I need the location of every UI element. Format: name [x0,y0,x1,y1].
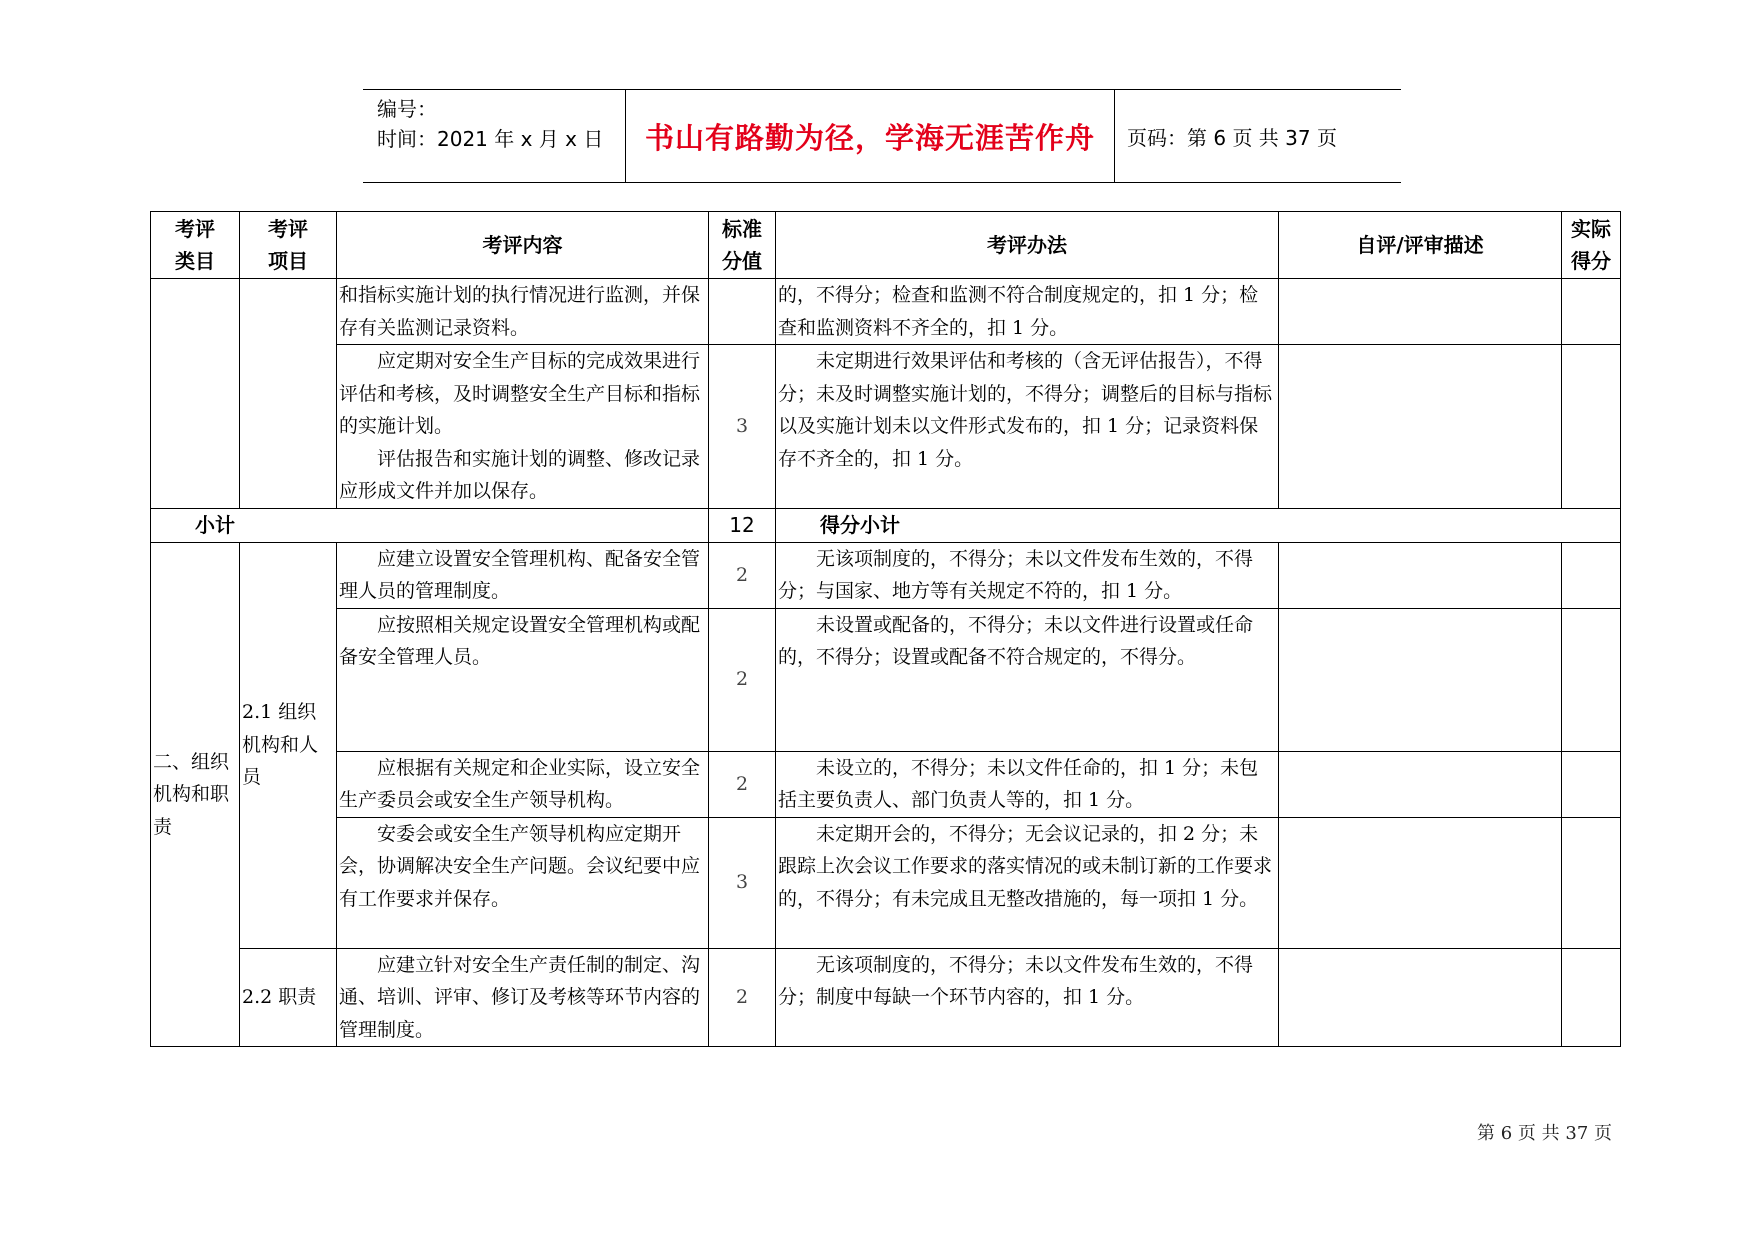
content-paragraph: 应定期对安全生产目标的完成效果进行评估和考核，及时调整安全生产目标和指标的实施计划。 [339,350,701,437]
score-cell [709,279,776,345]
score-cell: 2 [709,948,776,1047]
score-cell: 2 [709,608,776,751]
score-cell: 2 [709,751,776,817]
method-cell: 未设置或配备的，不得分；未以文件进行设置或任命的，不得分；设置或配备不符合规定的，不得分。 [776,608,1279,751]
self-review-cell [1279,751,1562,817]
document-date: 时间：2021 年 x 月 x 日 [377,127,604,151]
actual-score-cell [1562,279,1621,345]
score-cell: 3 [709,345,776,509]
self-review-cell [1279,279,1562,345]
col-header-category: 考评 类目 [151,212,240,279]
col-header-item: 考评 项目 [240,212,337,279]
subtotal-score: 12 [709,509,776,543]
item-cell: 2.2 职责 [240,948,337,1047]
self-review-cell [1279,608,1562,751]
self-review-cell [1279,817,1562,948]
subtotal-description: 得分小计 [776,509,1621,543]
content-cell: 安委会或安全生产领导机构应定期开会，协调解决安全生产问题。会议纪要中应有工作要求并保存。 [337,817,709,948]
content-cell: 应按照相关规定设置安全管理机构或配备安全管理人员。 [337,608,709,751]
evaluation-table [150,211,1621,1047]
content-cell [337,345,709,509]
content-paragraph: 评估报告和实施计划的调整、修改记录应形成文件并加以保存。 [339,447,701,502]
col-header-content: 考评内容 [337,212,709,279]
actual-score-cell [1562,948,1621,1047]
category-cell-continued [151,279,240,509]
col-header-self-review: 自评/评审描述 [1279,212,1562,279]
method-cell: 无该项制度的，不得分；未以文件发布生效的，不得分；与国家、地方等有关规定不符的，扣 1 分。 [776,542,1279,608]
method-cell: 未设立的，不得分；未以文件任命的，扣 1 分；未包括主要负责人、部门负责人等的，扣 1 分。 [776,751,1279,817]
category-cell: 二、组织机构和职责 [151,542,240,1047]
table-row [151,948,1621,1047]
item-cell-continued [240,279,337,509]
content-cell: 应建立针对安全生产责任制的制定、沟通、培训、评审、修订及考核等环节内容的管理制度。 [337,948,709,1047]
table-row [151,345,1621,509]
content-cell: 和指标实施计划的执行情况进行监测，并保存有关监测记录资料。 [337,279,709,345]
method-cell: 无该项制度的，不得分；未以文件发布生效的，不得分；制度中每缺一个环节内容的，扣 1 分。 [776,948,1279,1047]
actual-score-cell [1562,751,1621,817]
col-header-method: 考评办法 [776,212,1279,279]
table-row [151,542,1621,608]
self-review-cell [1279,345,1562,509]
table-row [151,608,1621,751]
actual-score-cell [1562,608,1621,751]
page-header [363,89,1401,183]
header-slogan: 书山有路勤为径，学海无涯苦作舟 [626,90,1115,182]
score-cell: 3 [709,817,776,948]
self-review-cell [1279,542,1562,608]
table-row [151,817,1621,948]
method-cell: 未定期开会的，不得分；无会议记录的，扣 2 分；未跟踪上次会议工作要求的落实情况的或未制订新的工作要求的，不得分；有未完成且无整改措施的，每一项扣 1 分。 [776,817,1279,948]
table-header-row [151,212,1621,279]
col-header-score: 标准 分值 [709,212,776,279]
document-number-label: 编号： [377,97,437,121]
actual-score-cell [1562,345,1621,509]
content-cell: 应建立设置安全管理机构、配备安全管理人员的管理制度。 [337,542,709,608]
self-review-cell [1279,948,1562,1047]
method-cell: 未定期进行效果评估和考核的（含无评估报告），不得分；未及时调整实施计划的，不得分；调整后的目标与指标以及实施计划未以文件形式发布的，扣 1 分；记录资料保存不齐全的，扣 1 分。 [776,345,1279,509]
content-cell: 应根据有关规定和企业实际，设立安全生产委员会或安全生产领导机构。 [337,751,709,817]
item-cell: 2.1 组织机构和人员 [240,542,337,948]
header-page-code: 页码：第 6 页 共 37 页 [1127,125,1337,150]
actual-score-cell [1562,817,1621,948]
subtotal-row [151,509,1621,543]
table-row [151,279,1621,345]
col-header-actual-score: 实际 得分 [1562,212,1621,279]
page-footer-number: 第 6 页 共 37 页 [1477,1123,1612,1144]
table-row [151,751,1621,817]
subtotal-label: 小计 [151,509,709,543]
method-cell: 的，不得分；检查和监测不符合制度规定的，扣 1 分；检查和监测资料不齐全的，扣 1 分。 [776,279,1279,345]
header-meta [363,90,626,182]
score-cell: 2 [709,542,776,608]
actual-score-cell [1562,542,1621,608]
